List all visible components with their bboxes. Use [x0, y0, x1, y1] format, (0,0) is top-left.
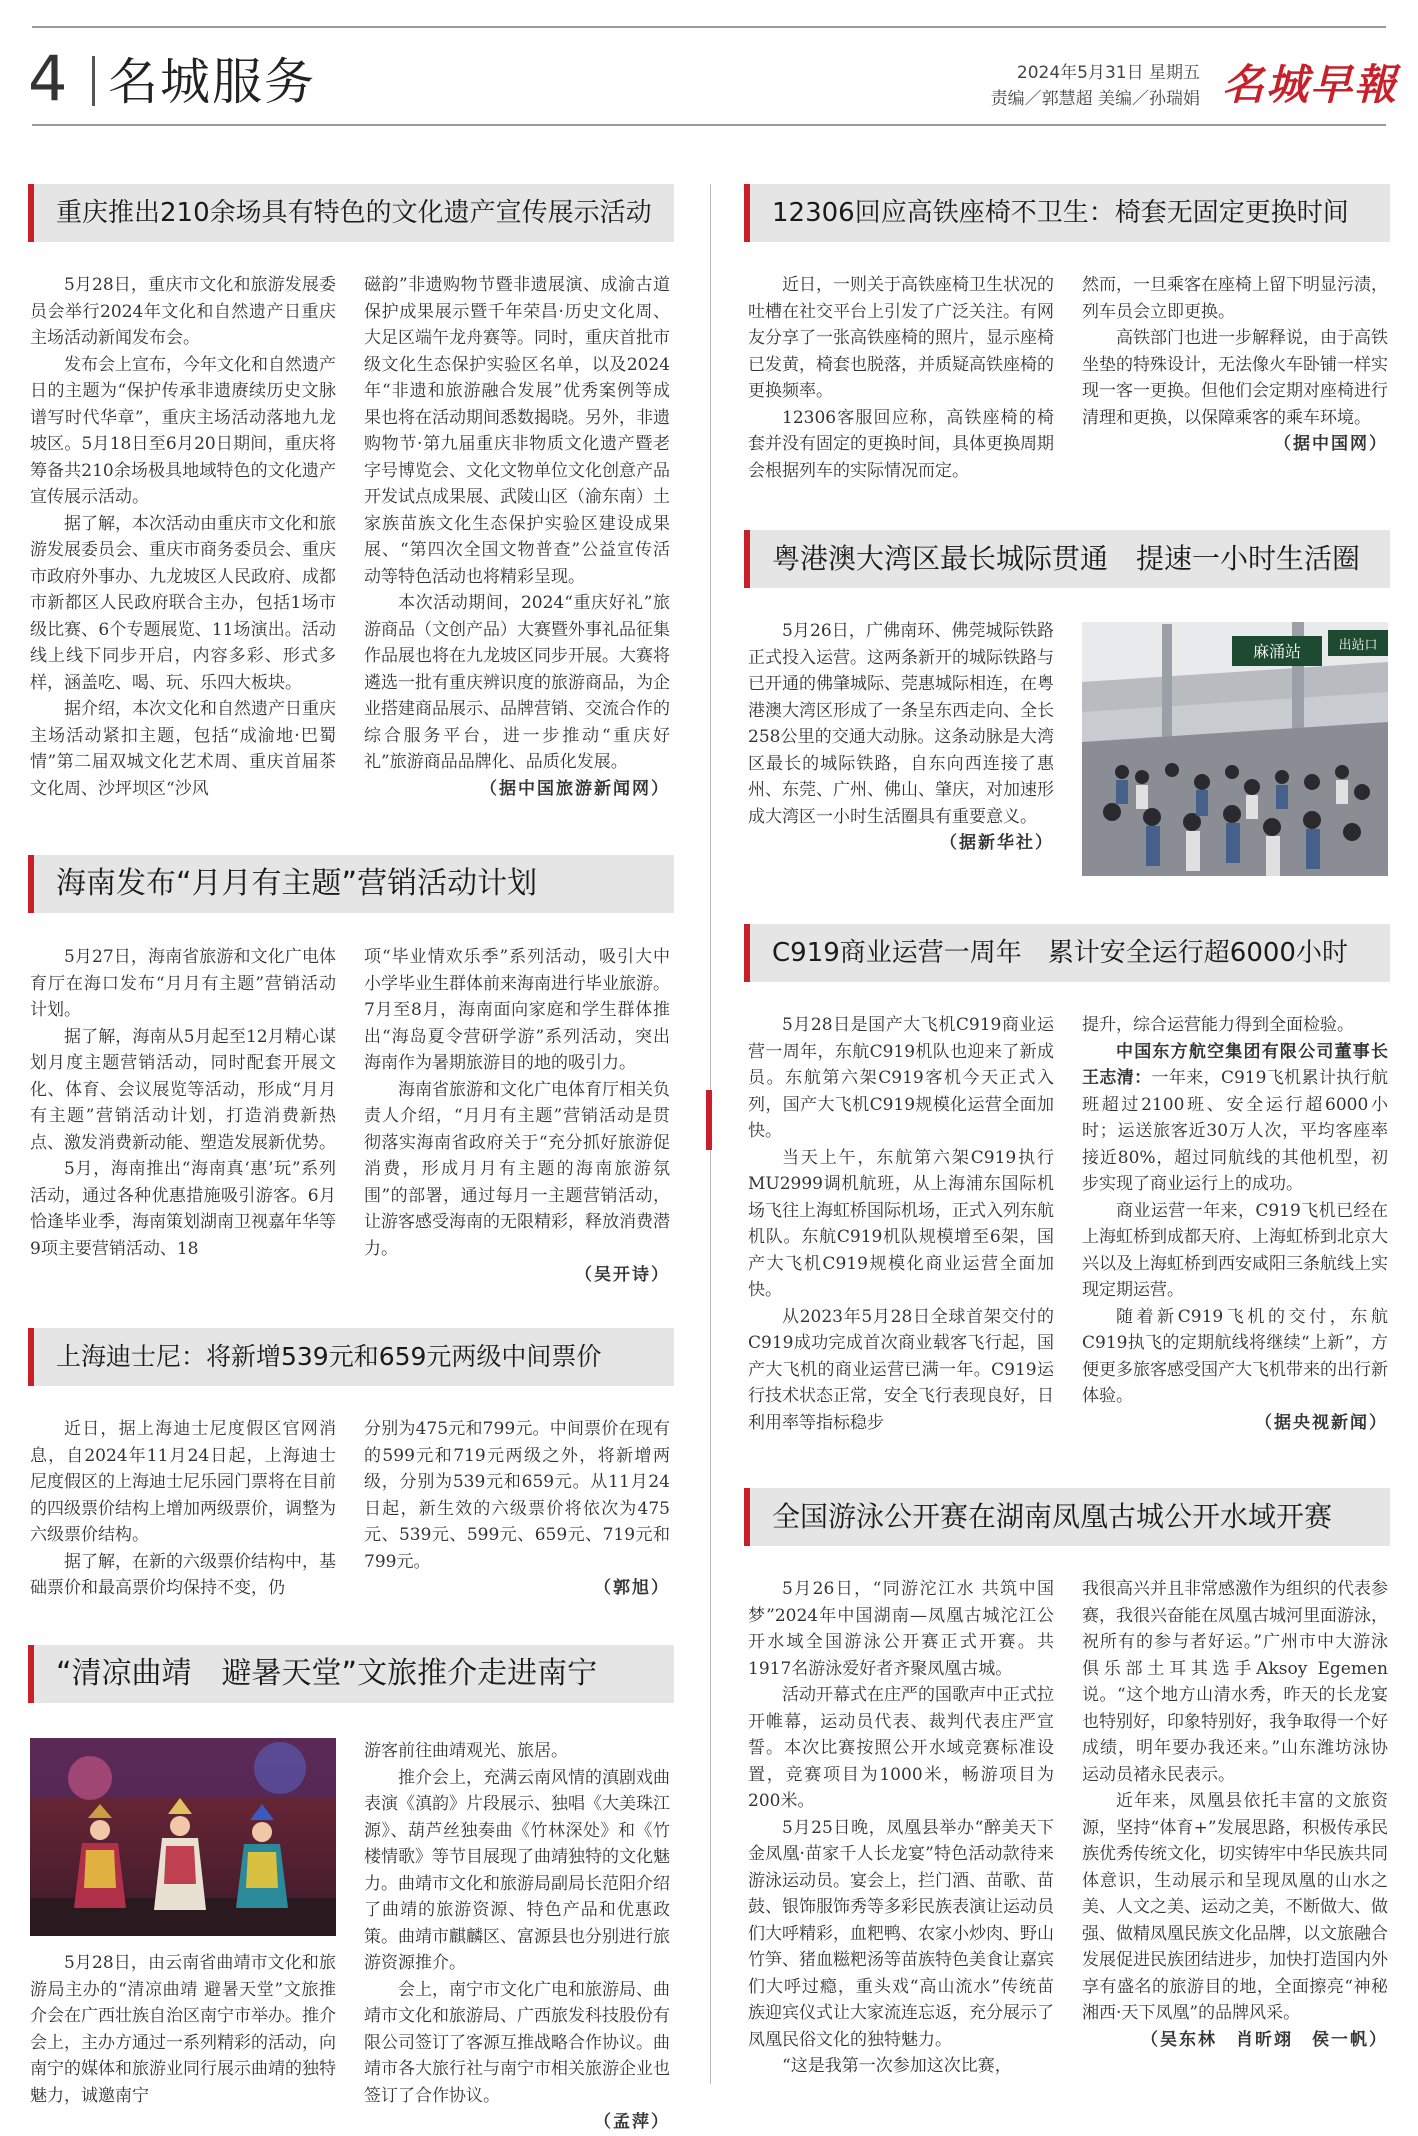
article-source: （吴开诗） [575, 1265, 670, 1285]
paragraph: 近年来，凤凰县依托丰富的文旅资源，坚持“体育+”发展思路，积极传承民族优秀传统文化，切实铸牢中华民族共同体意识，生动展示和呈现凤凰的山水之美、人文之美、运动之美，不断做大、做强、做精凤凰民族文化品牌，以文旅融合发展促进民族团结进步，加快打造国内外享有盛名的旅游目的地，全面擦亮“神秘湘西·天下凤凰”的品牌风采。 [1082, 1791, 1388, 2023]
paragraph: 发布会上宣布，今年文化和自然遗产日的主题为“保护传承非遗赓续历史文脉 谱写时代华章”，重庆主场活动落地九龙坡区。5月18日至6月20日期间，重庆将筹备共210余场极具地域特色的文化遗产宣传展示活动。 [30, 354, 336, 507]
paragraph: 据介绍，本次文化和自然遗产日重庆主场活动紧扣主题，包括“成渝地·巴蜀情”第二届双城文化艺术周、重庆首届茶文化周、沙坪坝区“沙风 [30, 699, 336, 799]
issue-meta [980, 60, 1200, 112]
article-source: （据中国旅游新闻网） [480, 778, 670, 799]
paragraph: 5月28日是国产大飞机C919商业运营一周年，东航C919机队也迎来了新成员。东航第六架C919客机今天正式入列，国产大飞机C919规模化运营全面加快。 [748, 1015, 1054, 1141]
newspaper-logo: 名城早報 [1222, 60, 1399, 109]
station-sign: 麻涌站 [1252, 642, 1302, 661]
article-body-col1 [30, 944, 336, 1262]
article-body-col2 [1082, 272, 1388, 458]
article-headline[interactable] [28, 855, 674, 913]
quote-text: 一年来，C919飞机累计执行航班超过2100班、安全运行超6000小时；运送旅客近30万人次，平均客座率接近80%，超过同航线的其他机型，初步实现了商业运行上的成功。 [1082, 1068, 1388, 1194]
article-headline[interactable] [744, 1488, 1390, 1546]
article-headline[interactable] [28, 184, 674, 242]
headline-text: 12306回应高铁座椅不卫生：椅套无固定更换时间 [772, 198, 1349, 228]
headline-text: C919商业运营一周年 累计安全运行超6000小时 [772, 938, 1348, 968]
article-body-col2 [1082, 1576, 1388, 2053]
paragraph: 近日，据上海迪士尼度假区官网消息，自2024年11月24日起，上海迪士尼度假区的上海迪士尼乐园门票将在目前的四级票价结构上增加两级票价，调整为六级票价结构。 [30, 1419, 336, 1545]
paragraph: 5月28日，由云南省曲靖市文化和旅游局主办的“清凉曲靖 避暑天堂”文旅推介会在广西壮族自治区南宁市举办。推介会上，主办方通过一系列精彩的活动，向南宁的媒体和旅游业同行展示曲靖的独特魅力，诚邀南宁 [30, 1953, 336, 2106]
paragraph: “这是我第一次参加这次比赛， [782, 2056, 1012, 2076]
paragraph: 5月26日，广佛南环、佛莞城际铁路正式投入运营。这两条新开的城际铁路与已开通的佛肇城际、莞惠城际相连，在粤港澳大湾区形成了一条呈东西走向、全长258公里的交通大动脉。这条动脉是大湾区最长的城际铁路，自东向西连接了惠州、东莞、广州、佛山、肇庆，对加速形成大湾区一小时生活圈具有重要意义。 [748, 621, 1054, 827]
fold-marker [706, 1090, 712, 1150]
article-body-col1 [748, 1012, 1054, 1436]
paragraph: 磁韵”非遗购物节暨非遗展演、成渝古道保护成果展示暨千年荣昌·历史文化周、大足区端午龙舟赛等。同时，重庆首批市级文化生态保护实验区名单，以及2024年“非遗和旅游融合发展”优秀案例等成果也将在活动期间悉数揭晓。另外，非遗购物节·第九届重庆非物质文化遗产暨老字号博览会、文化文物单位文化创意产品开发试点成果展、武陵山区（渝东南）土家族苗族文化生态保护实验区建设成果展、“第四次全国文物普查”公益宣传活动等特色活动也将精彩呈现。 [364, 275, 670, 587]
paragraph: 5月25日晚，凤凰县举办“醉美天下金凤凰·苗家千人长龙宴”特色活动款待来游泳运动员。宴会上，拦门酒、苗歌、苗鼓、银饰服饰秀等多彩民族表演让运动员们大呼精彩，血粑鸭、农家小炒肉、野山竹笋、猪血糍粑汤等苗族特色美食让嘉宾们大呼过瘾，重头戏“高山流水”传统苗族迎宾仪式让大家流连忘返，充分展示了凤凰民俗文化的独特魅力。 [748, 1817, 1054, 2050]
article-headline[interactable] [744, 184, 1390, 242]
page-number: 4 [28, 42, 68, 115]
paragraph: 然而，一旦乘客在座椅上留下明显污渍，列车员会立即更换。 [1082, 275, 1388, 322]
paragraph: 12306客服回应称，高铁座椅的椅套并没有固定的更换时间，具体更换周期会根据列车的实际情况而定。 [748, 407, 1054, 481]
headline-text: 重庆推出210余场具有特色的文化遗产宣传展示活动 [56, 198, 652, 228]
paragraph: 5月28日，重庆市文化和旅游发展委员会举行2024年文化和自然遗产日重庆主场活动新闻发布会。 [30, 275, 336, 348]
header-rule [32, 124, 1386, 126]
exit-sign: 出站口 [1338, 638, 1378, 653]
paragraph: 据了解，在新的六级票价结构中，基础票价和最高票价均保持不变，仍 [30, 1551, 336, 1598]
section-title: 名城服务 [108, 53, 316, 111]
article-body-col2 [364, 944, 670, 1289]
paragraph: 分别为475元和799元。中间票价在现有的599元和719元两级之外，将新增两级，分别为539元和659元。从11月24日起，新生效的六级票价将依次为475元、539元、599元、659元、719元和799元。 [364, 1419, 670, 1572]
paragraph: 5月26日，“同游沱江水 共筑中国梦”2024年中国湖南—凤凰古城沱江公开水域全国游泳公开赛正式开赛。共1917名游泳爱好者齐聚凤凰古城。 [748, 1579, 1054, 1679]
article-body-col1 [30, 272, 336, 802]
article-headline[interactable] [744, 530, 1390, 588]
headline-text: 全国游泳公开赛在湖南凤凰古城公开水域开赛 [772, 1500, 1333, 1533]
article-body-col1 [748, 1576, 1054, 2080]
header-divider [92, 56, 95, 106]
article-body-col1 [748, 272, 1054, 484]
paragraph: 本次活动期间，2024“重庆好礼”旅游商品（文创产品）大赛暨外事礼品征集作品展也将在九龙坡区同步开展。大赛将遴选一批有重庆辨识度的旅游商品，为企业搭建商品展示、品牌营销、交流合作的综合服务平台，进一步推动“重庆好礼”旅游商品品牌化、品质化发展。 [364, 593, 670, 772]
article-source: （据新华社） [940, 833, 1054, 853]
quote-paragraph [1082, 1039, 1405, 1198]
article-body-col1 [30, 1416, 336, 1602]
paragraph: 活动开幕式在庄严的国歌声中正式拉开帷幕，运动员代表、裁判代表庄严宣誓。本次比赛按照公开水域竞赛标准设置，竞赛项目为1000米，畅游项目为200米。 [748, 1685, 1054, 1811]
paragraph: 随着新C919飞机的交付，东航C919执飞的定期航线将继续“上新”，方便更多旅客感受国产大飞机带来的出行新体验。 [1082, 1306, 1388, 1406]
paragraph: 推介会上，充满云南风情的滇剧戏曲表演《滇韵》片段展示、独唱《大美珠江源》、葫芦丝独奏曲《竹林深处》和《竹楼情歌》等节目展现了曲靖独特的文化魅力。曲靖市文化和旅游局副局长范阳介绍了曲靖的旅游资源、特色产品和优惠政策。曲靖市麒麟区、富源县也分别进行旅游资源推介。 [364, 1767, 670, 1973]
paragraph: 游客前往曲靖观光、旅居。 [364, 1741, 568, 1761]
paragraph: 据了解，海南从5月起至12月精心谋划月度主题营销活动，同时配套开展文化、体育、会议展览等活动，形成“月月有主题”营销活动计划，打造消费新热点、激发消费新动能、塑造发展新优势。 [30, 1026, 336, 1153]
paragraph: 5月27日，海南省旅游和文化广电体育厅在海口发布“月月有主题”营销活动计划。 [30, 947, 336, 1020]
article-headline[interactable] [28, 1645, 674, 1703]
article-headline[interactable] [28, 1328, 674, 1386]
issue-date: 2024年5月31日 星期五 [1016, 63, 1200, 83]
article-source: （郭旭） [594, 1578, 670, 1598]
article-body-col2 [364, 272, 670, 802]
article-source: （据中国网） [1274, 434, 1388, 454]
article-source: （据央视新闻） [1255, 1412, 1388, 1433]
opera-performance-photo [30, 1738, 336, 1936]
paragraph: 我很高兴并且非常感激作为组织的代表参赛，我很兴奋能在凤凰古城河里面游泳，祝所有的参与者好运。”广州市中大游泳俱乐部土耳其选手Aksoy Egemen说。“这个地方山清水秀，昨天的长龙宴也特别好，印象特别好，我争取得一个好成绩，明年要办我还来。”山东潍坊泳协运动员褚永民表示。 [1082, 1579, 1388, 1785]
headline-text: “清凉曲靖 避暑天堂”文旅推介走进南宁 [56, 1656, 598, 1691]
paragraph: 当天上午，东航第六架C919执行MU2999调机航班，从上海浦东国际机场飞往上海虹桥国际机场，正式入列东航机队。东航C919机队规模增至6架，国产大飞机C919规模化商业运营全面加快。 [748, 1147, 1054, 1300]
speaker-name: 中国东方航空集团有限公司董事长 王志清： [1082, 1041, 1405, 1088]
article-body-col1 [30, 1950, 336, 2109]
article-source: （孟萍） [594, 2112, 670, 2132]
paragraph: 从2023年5月28日全球首架交付的C919成功完成首次商业载客飞行起，国产大飞机的商业运营已满一年。C919运行技术状态正常，安全飞行表现良好，日利用率等指标稳步 [748, 1306, 1054, 1433]
article-headline[interactable] [744, 924, 1390, 982]
paragraph: 近日，一则关于高铁座椅卫生状况的吐槽在社交平台上引发了广泛关注。有网友分享了一张高铁座椅的照片，显示座椅已发黄，椅套也脱落，并质疑高铁座椅的更换频率。 [748, 275, 1054, 401]
editors-credit: 责编／郭慧超 美编／孙瑞娟 [990, 89, 1200, 109]
article-source: （吴东林 肖昕翊 侯一帆） [1141, 2029, 1388, 2050]
paragraph: 据了解，本次活动由重庆市文化和旅游发展委员会、重庆市商务委员会、重庆市政府外事办、九龙坡区人民政府、成都市新都区人民政府联合主办，包括1场市级比赛、6个专题展览、11场演出。活动线上线下同步开启，内容多彩、形式多样，涵盖吃、喝、玩、乐四大板块。 [30, 513, 336, 693]
article-body-col2 [1082, 1012, 1405, 1436]
paragraph: 会上，南宁市文化广电和旅游局、曲靖市文化和旅游局、广西旅发科技股份有限公司签订了客源互推战略合作协议。曲靖市各大旅行社与南宁市相关旅游企业也签订了合作协议。 [364, 1979, 670, 2106]
article-body-col1 [748, 618, 1054, 857]
railway-station-photo [1082, 622, 1388, 876]
paragraph: 商业运营一年来，C919飞机已经在上海虹桥到成都天府、上海虹桥到北京大兴以及上海虹桥到西安咸阳三条航线上实现定期运营。 [1082, 1200, 1388, 1300]
headline-text: 粤港澳大湾区最长城际贯通 提速一小时生活圈 [772, 542, 1361, 575]
paragraph: 项“毕业情欢乐季”系列活动，吸引大中小学毕业生群体前来海南进行毕业旅游。7月至8月，海南面向家庭和学生群体推出“海岛夏令营研学游”系列活动，突出海南作为暑期旅游目的地的吸引力。 [364, 947, 670, 1073]
paragraph: 5月，海南推出“海南真‘惠’玩”系列活动，通过各种优惠措施吸引游客。6月恰逢毕业季，海南策划湖南卫视嘉年华等9项主要营销活动、18 [30, 1159, 336, 1259]
headline-text: 上海迪士尼：将新增539元和659元两级中间票价 [56, 1342, 602, 1371]
article-body-col2 [364, 1416, 670, 1602]
top-rule [32, 26, 1386, 28]
paragraph: 提升，综合运营能力得到全面检验。 [1082, 1015, 1354, 1035]
headline-text: 海南发布“月月有主题”营销活动计划 [56, 866, 538, 901]
paragraph: 高铁部门也进一步解释说，由于高铁坐垫的特殊设计，无法像火车卧铺一样实现一客一更换。但他们会定期对座椅进行清理和更换，以保障乘客的乘车环境。 [1082, 328, 1388, 428]
article-body-col2 [364, 1738, 670, 2136]
paragraph: 海南省旅游和文化广电体育厅相关负责人介绍，“月月有主题”营销活动是贯彻落实海南省政府关于“充分抓好旅游促消费，形成月月有主题的海南旅游氛围”的部署，通过每月一主题营销活动，让游客感受海南的无限精彩，释放消费潜力。 [364, 1079, 670, 1259]
